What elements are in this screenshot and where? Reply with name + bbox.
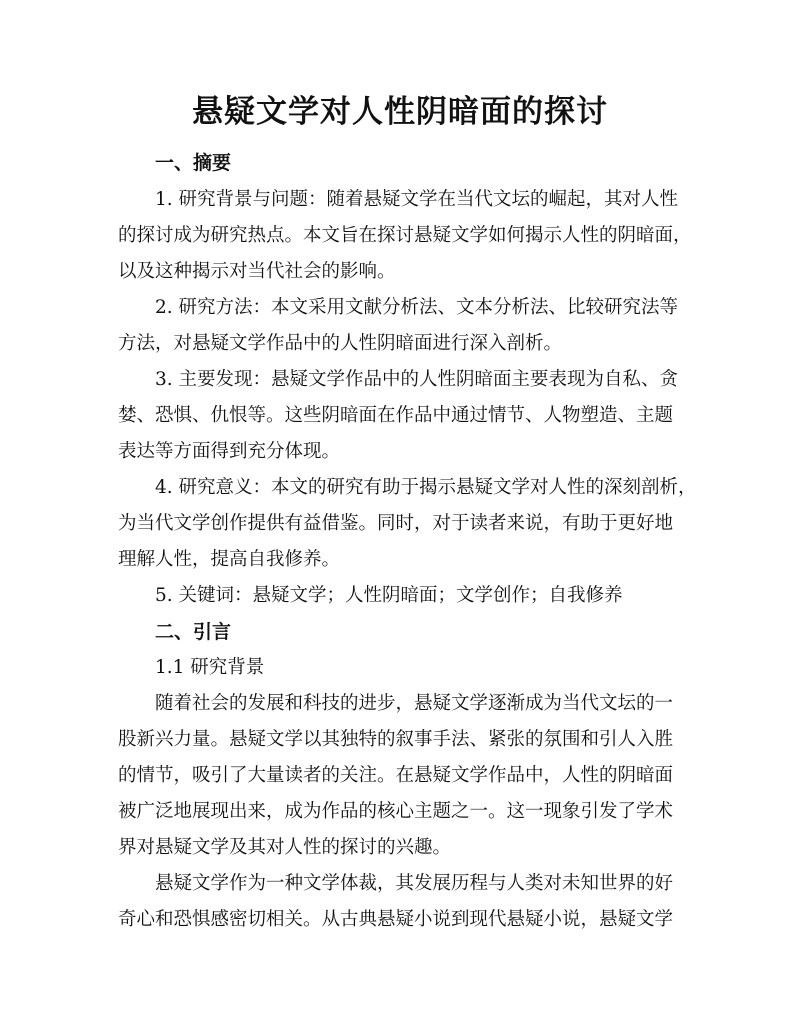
intro-p1-line3: 的情节，吸引了大量读者的关注。在悬疑文学作品中，人性的阴暗面	[118, 765, 674, 786]
abstract-p3-line3: 表达等方面得到充分体现。	[118, 441, 341, 462]
abstract-p2-line1: 2. 研究方法：本文采用文献分析法、文本分析法、比较研究法等	[155, 297, 679, 318]
abstract-p1-line3: 以及这种揭示对当代社会的影响。	[118, 261, 396, 282]
abstract-p4-line2: 为当代文学创作提供有益借鉴。同时，对于读者来说，有助于更好地	[118, 513, 674, 534]
document-title: 悬疑文学对人性阴暗面的探讨	[192, 94, 608, 130]
intro-p1-line5: 界对悬疑文学及其对人性的探讨的兴趣。	[118, 837, 452, 858]
abstract-keywords-line: 5. 关键词：悬疑文学；人性阴暗面；文学创作；自我修养	[155, 585, 623, 606]
subsection-heading-background: 1.1 研究背景	[155, 657, 265, 678]
abstract-p3-line2: 婪、恐惧、仇恨等。这些阴暗面在作品中通过情节、人物塑造、主题	[118, 405, 674, 426]
section-heading-abstract: 一、摘要	[155, 152, 232, 174]
abstract-p4-line1: 4. 研究意义：本文的研究有助于揭示悬疑文学对人性的深刻剖析，	[155, 477, 697, 498]
abstract-p3-line1: 3. 主要发现：悬疑文学作品中的人性阴暗面主要表现为自私、贪	[155, 369, 679, 390]
intro-p2-line2: 奇心和恐惧感密切相关。从古典悬疑小说到现代悬疑小说，悬疑文学	[118, 909, 674, 930]
abstract-p2-line2: 方法，对悬疑文学作品中的人性阴暗面进行深入剖析。	[118, 333, 563, 354]
section-heading-introduction: 二、引言	[155, 621, 232, 643]
intro-p1-line1: 随着社会的发展和科技的进步，悬疑文学逐渐成为当代文坛的一	[155, 693, 674, 714]
abstract-p4-line3: 理解人性，提高自我修养。	[118, 549, 341, 570]
abstract-p1-line2: 的探讨成为研究热点。本文旨在探讨悬疑文学如何揭示人性的阴暗面，	[118, 225, 692, 246]
intro-p1-line4: 被广泛地展现出来，成为作品的核心主题之一。这一现象引发了学术	[118, 801, 674, 822]
intro-p2-line1: 悬疑文学作为一种文学体裁，其发展历程与人类对未知世界的好	[155, 873, 674, 894]
abstract-p1-line1: 1. 研究背景与问题：随着悬疑文学在当代文坛的崛起，其对人性	[155, 189, 679, 210]
intro-p1-line2: 股新兴力量。悬疑文学以其独特的叙事手法、紧张的氛围和引人入胜	[118, 729, 674, 750]
